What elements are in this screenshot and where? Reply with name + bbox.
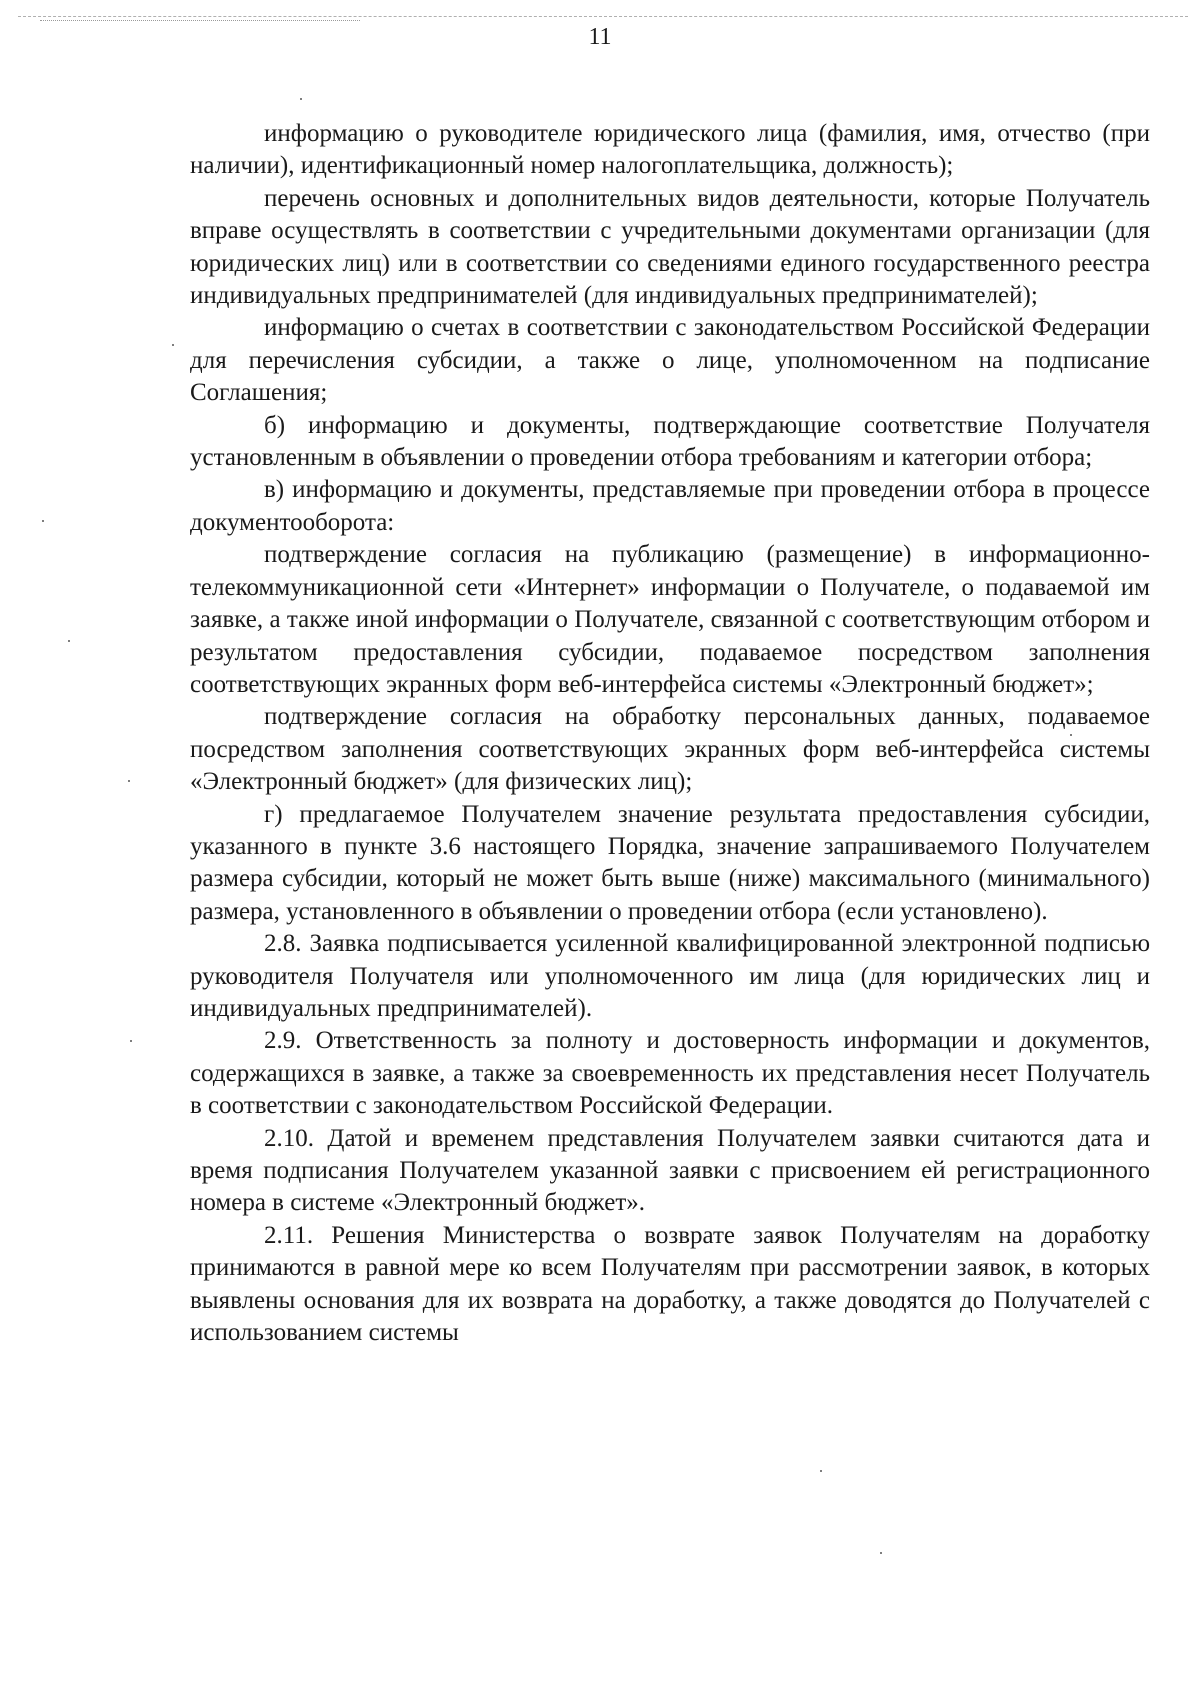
scan-speck [130, 1040, 132, 1042]
paragraph-accounts-info: информацию о счетах в соответствии с законодательством Российской Федерации для перечисления субсидии, а также о лице, уполномоченном на подписание Соглашения; [190, 314, 1150, 407]
paragraph-2-9: 2.9. Ответственность за полноту и достоверность информации и документов, содержащихся в заявке, а также за своевременность их представления несет Получатель в соответствии с законодательством Российской Федерации. [190, 1027, 1150, 1120]
paragraph-item-v: в) информацию и документы, представляемые при проведении отбора в процессе документооборота: [190, 476, 1150, 536]
page-number: 11 [588, 24, 612, 50]
paragraph-2-11: 2.11. Решения Министерства о возврате заявок Получателям на доработку принимаются в равной мере ко всем Получателям при рассмотрении заявок, в которых выявлены основания для их возврата на доработку, а также доводятся до Получателей с использованием системы [190, 1221, 1150, 1347]
scan-speck [128, 780, 130, 782]
paragraph-2-10: 2.10. Датой и временем представления Получателем заявки считаются дата и время подписания Получателем указанной заявки с присвоением ей регистрационного номера в системе «Электронный бюджет». [190, 1124, 1150, 1217]
scan-speck [820, 1470, 822, 1472]
paragraph-item-g: г) предлагаемое Получателем значение результата предоставления субсидии, указанного в пункте 3.6 настоящего Порядка, значение запрашиваемого Получателем размера субсидии, который не может быть выше (ниже) максимального (минимального) размера, установленного в объявлении о проведении отбора (если установлено). [190, 800, 1150, 925]
scan-speck [880, 1552, 882, 1554]
paragraph-head-info: информацию о руководителе юридического лица (фамилия, имя, отчество (при наличии), идентификационный номер налогоплательщика, должность); [190, 120, 1150, 180]
document-body [190, 118, 1150, 1349]
paragraph-activities-list: перечень основных и дополнительных видов деятельности, которые Получатель вправе осуществлять в соответствии с учредительными документами организации (для юридических лиц) или в соответствии со сведениями единого государственного реестра индивидуальных предпринимателей (для индивидуальных предпринимателей); [190, 184, 1150, 310]
scan-speck [172, 344, 174, 346]
paragraph-2-8: 2.8. Заявка подписывается усиленной квалифицированной электронной подписью руководителя Получателя или уполномоченного им лица (для юридических лиц и индивидуальных предпринимателей). [190, 930, 1150, 1022]
paragraph-publication-consent: подтверждение согласия на публикацию (размещение) в информационно-телекоммуникационной сети «Интернет» информации о Получателе, о подаваемой им заявке, а также иной информации о Получателе, связанной с соответствующим отбором и результатом предоставления субсидии, подаваемое посредством заполнения соответствующих экранных форм веб-интерфейса системы «Электронный бюджет»; [190, 541, 1150, 698]
scan-edge-line [18, 16, 1188, 17]
scan-edge-mark [40, 20, 360, 21]
paragraph-item-b: б) информацию и документы, подтверждающие соответствие Получателя установленным в объявлении о проведении отбора требованиям и категории отбора; [190, 411, 1150, 472]
scan-speck [1070, 734, 1072, 736]
scan-speck [300, 98, 302, 100]
scan-speck [42, 520, 44, 522]
paragraph-personal-data-consent: подтверждение согласия на обработку персональных данных, подаваемое посредством заполнения соответствующих экранных форм веб-интерфейса системы «Электронный бюджет» (для физических лиц); [190, 703, 1150, 796]
scan-speck [68, 640, 70, 642]
